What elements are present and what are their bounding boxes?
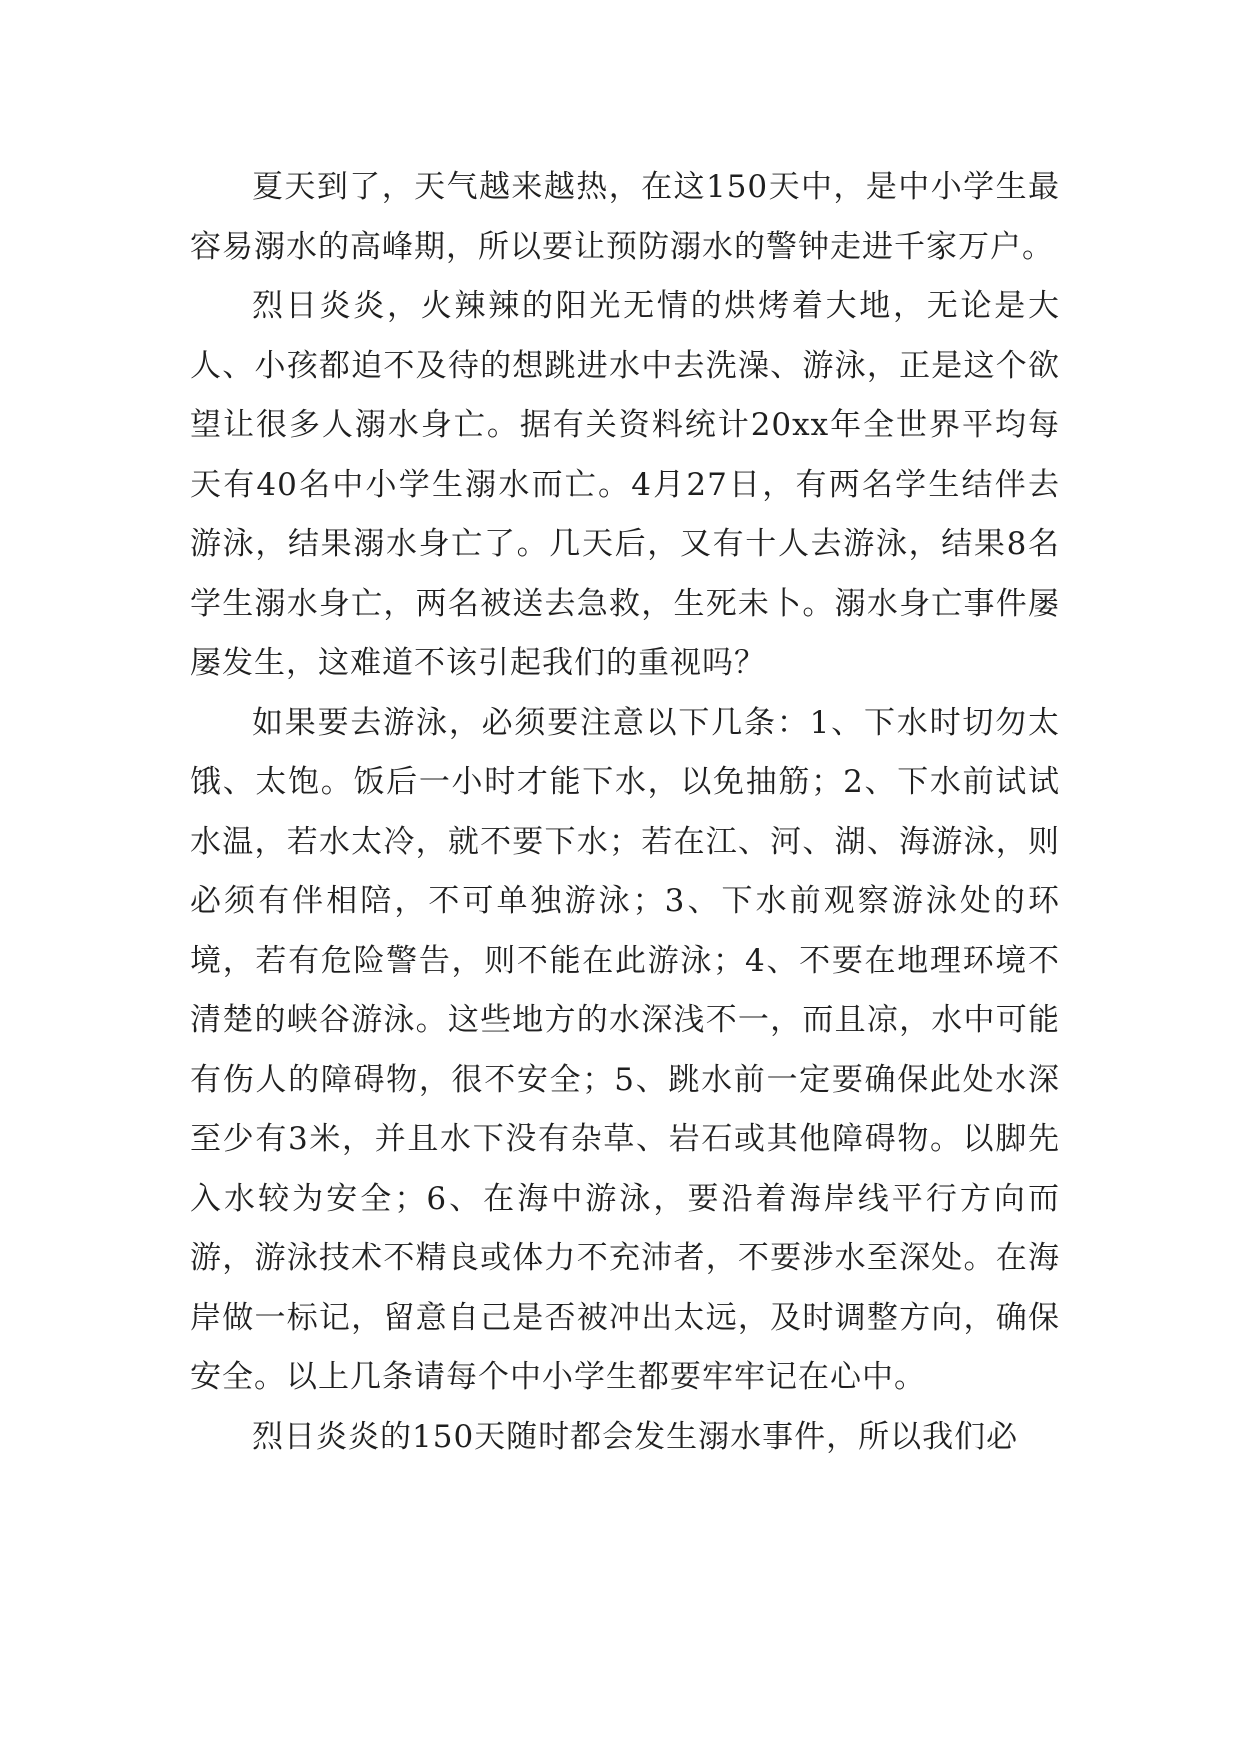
paragraph-2: 烈日炎炎，火辣辣的阳光无情的烘烤着大地，无论是大人、小孩都迫不及待的想跳进水中去洗澡、游泳，正是这个欲望让很多人溺水身亡。据有关资料统计20xx年全世界平均每天有40名中小学生溺水而亡。4月27日，有两名学生结伴去游泳，结果溺水身亡了。几天后，又有十人去游泳，结果8名学生溺水身亡，两名被送去急救，生死未卜。溺水身亡事件屡屡发生，这难道不该引起我们的重视吗？ bbox=[190, 288, 1060, 681]
paragraph-3: 如果要去游泳，必须要注意以下几条：1、下水时切勿太饿、太饱。饭后一小时才能下水，以免抽筋；2、下水前试试水温，若水太冷，就不要下水；若在江、河、湖、海游泳，则必须有伴相陪，不可单独游泳；3、下水前观察游泳处的环境，若有危险警告，则不能在此游泳；4、不要在地理环境不清楚的峡谷游泳。这些地方的水深浅不一，而且凉，水中可能有伤人的障碍物，很不安全；5、跳水前一定要确保此处水深至少有3米，并且水下没有杂草、岩石或其他障碍物。以脚先入水较为安全；6、在海中游泳，要沿着海岸线平行方向而游，游泳技术不精良或体力不充沛者，不要涉水至深处。在海岸做一标记，留意自己是否被冲出太远，及时调整方向，确保安全。以上几条请每个中小学生都要牢牢记在心中。 bbox=[190, 704, 1060, 1395]
paragraph-1: 夏天到了，天气越来越热，在这150天中，是中小学生最容易溺水的高峰期，所以要让预防溺水的警钟走进千家万户。 bbox=[190, 169, 1060, 265]
paragraph-4: 烈日炎炎的150天随时都会发生溺水事件，所以我们必 bbox=[252, 1418, 1019, 1455]
document-body bbox=[190, 158, 1060, 1467]
